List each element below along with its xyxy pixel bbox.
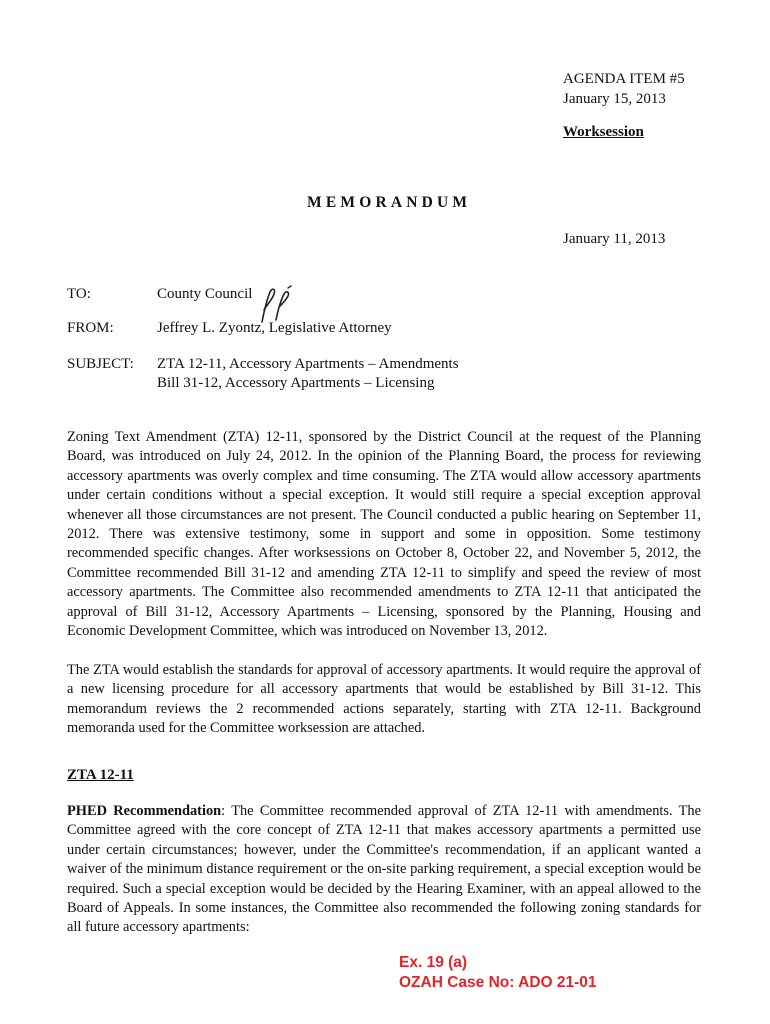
session-type: Worksession [563, 124, 644, 140]
recommendation-label: PHED Recommendation [67, 803, 222, 819]
body-paragraph-3 [67, 802, 701, 938]
handwritten-initials [248, 284, 298, 324]
subject-line-1: ZTA 12-11, Accessory Apartments – Amendments [157, 356, 459, 372]
exhibit-case-number: OZAH Case No: ADO 21-01 [399, 974, 597, 991]
recommendation-text: : The Committee recommended approval of ZTA 12-11 with amendments. The Committee agreed with the core concept of ZTA 12-11 that makes accessory apartments a permitted use under certain circumstances; however, under the Committee's recommendation, if an applicant wanted a waiver of the minimum distance requirement or the on-site parking requirement, a special exception would be required. Such a special exception would be decided by the Hearing Examiner, with an appeal allowed to the Board of Appeals. In some instances, the Committee also recommended the following zoning standards for all future accessory apartments: [67, 803, 701, 936]
from-label: FROM: [67, 320, 114, 336]
to-value: County Council [157, 286, 253, 302]
exhibit-number: Ex. 19 (a) [399, 954, 468, 971]
body-paragraph-1: Zoning Text Amendment (ZTA) 12-11, sponsored by the District Council at the request of the Planning Board, was introduced on July 24, 2012. In the opinion of the Planning Board, the process for reviewing accessory apartments was overly complex and time consuming. The ZTA would allow accessory apartments under certain conditions without a special exception. It would still require a special exception approval whenever all those circumstances are not present. The Council conducted a public hearing on September 11, 2012. There was extensive testimony, some in support and some in opposition. Some testimony recommended specific changes. After worksessions on October 8, October 22, and November 5, 2012, the Committee recommended Bill 31-12 and amending ZTA 12-11 to simplify and speed the review of most accessory apartments. The Committee also recommended amendments to ZTA 12-11 that anticipated the approval of Bill 31-12, Accessory Apartments – Licensing, sponsored by the Planning, Housing and Economic Development Committee, which was introduced on November 13, 2012. [67, 429, 701, 640]
subject-line-2: Bill 31-12, Accessory Apartments – Licensing [157, 375, 435, 391]
agenda-date: January 15, 2013 [563, 91, 666, 107]
memo-date: January 11, 2013 [563, 231, 666, 247]
from-value: Jeffrey L. Zyontz, Legislative Attorney [157, 320, 392, 336]
subject-label: SUBJECT: [67, 356, 134, 372]
agenda-item: AGENDA ITEM #5 [563, 71, 685, 87]
section-heading: ZTA 12-11 [67, 767, 134, 783]
memo-title: MEMORANDUM [307, 194, 472, 211]
to-label: TO: [67, 286, 91, 302]
body-paragraph-2: The ZTA would establish the standards for approval of accessory apartments. It would require the approval of a new licensing procedure for all accessory apartments that would be established by Bill 31-12. This memorandum reviews the 2 recommended actions separately, starting with ZTA 12-11. Background memoranda used for the Committee worksession are attached. [67, 662, 701, 737]
